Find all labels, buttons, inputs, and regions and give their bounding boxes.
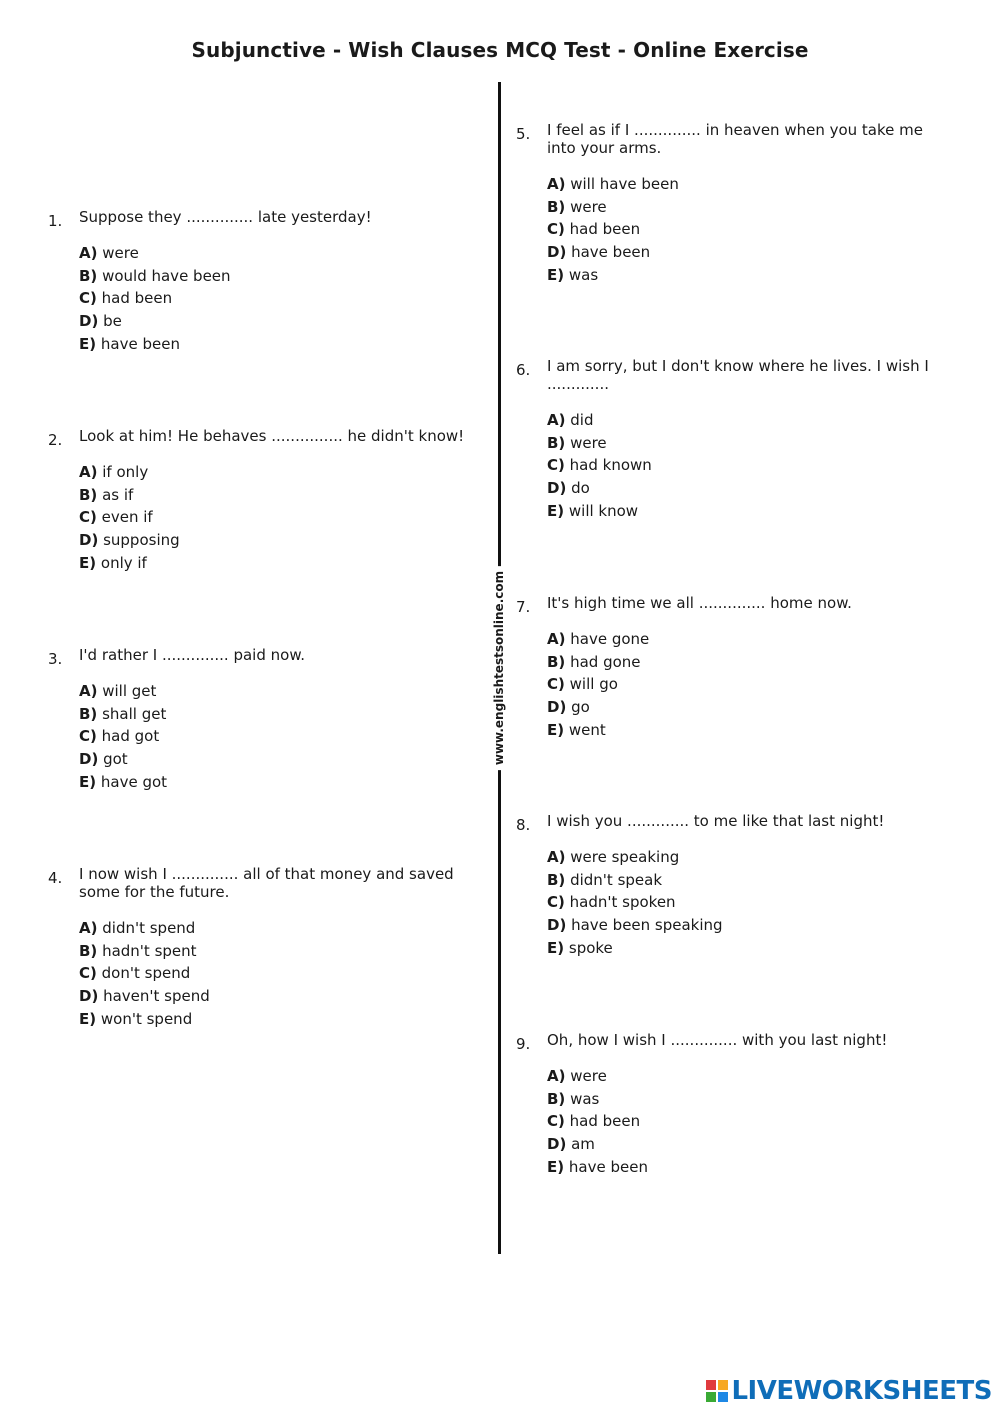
option-text: only if — [100, 553, 147, 572]
answer-options — [547, 409, 942, 523]
answer-option[interactable] — [547, 409, 942, 432]
option-text: will know — [568, 501, 639, 520]
option-letter: C) — [547, 1112, 565, 1131]
option-text: were — [570, 433, 607, 452]
option-text: will have been — [570, 175, 679, 193]
option-letter: C) — [79, 289, 97, 308]
page-title: Subjunctive - Wish Clauses MCQ Test - Online Exercise — [191, 38, 809, 62]
question-number: 7. — [516, 598, 531, 616]
answer-option[interactable] — [547, 1110, 942, 1133]
answer-option[interactable] — [79, 725, 479, 748]
option-text: would have been — [102, 266, 231, 285]
option-text: supposing — [103, 531, 180, 550]
option-letter: D) — [547, 916, 567, 935]
option-text: hadn't spoken — [569, 893, 676, 912]
option-text: will go — [569, 675, 618, 694]
option-text: have been — [568, 1157, 648, 1176]
answer-options — [79, 242, 479, 356]
option-letter: E) — [547, 265, 565, 284]
option-text: was — [568, 265, 599, 284]
answer-option[interactable] — [547, 432, 942, 455]
answer-option[interactable] — [79, 265, 479, 288]
option-text: didn't speak — [570, 870, 663, 889]
question-number: 8. — [516, 816, 531, 834]
option-text: had known — [569, 456, 652, 475]
option-text: was — [570, 1089, 600, 1108]
option-text: hadn't spent — [102, 941, 197, 960]
option-text: have been speaking — [571, 916, 723, 935]
option-letter: E) — [547, 720, 565, 739]
answer-option[interactable] — [79, 748, 479, 771]
answer-option[interactable] — [79, 917, 479, 940]
answer-option[interactable] — [79, 333, 479, 356]
option-letter: D) — [547, 698, 567, 717]
answer-option[interactable] — [547, 628, 942, 651]
option-letter: A) — [79, 463, 98, 481]
answer-option[interactable] — [79, 310, 479, 333]
answer-option[interactable] — [547, 696, 942, 719]
option-letter: A) — [547, 175, 566, 193]
option-letter: E) — [79, 334, 97, 353]
answer-option[interactable] — [547, 454, 942, 477]
liveworksheets-logo — [706, 1376, 992, 1406]
option-text: went — [568, 720, 606, 739]
answer-option[interactable] — [547, 173, 942, 196]
option-letter: D) — [79, 987, 99, 1006]
answer-option[interactable] — [547, 241, 942, 264]
answer-option[interactable] — [79, 1008, 479, 1031]
question-2 — [48, 427, 479, 575]
option-text: had been — [569, 220, 641, 239]
answer-option[interactable] — [79, 461, 479, 484]
option-letter: A) — [547, 848, 566, 866]
option-text: were — [570, 197, 607, 216]
option-text: have gone — [570, 630, 650, 648]
option-letter: C) — [79, 727, 97, 746]
option-letter: E) — [79, 772, 97, 791]
answer-option[interactable] — [79, 529, 479, 552]
option-letter: B) — [547, 197, 566, 216]
option-letter: C) — [547, 675, 565, 694]
question-number: 9. — [516, 1035, 531, 1053]
option-letter: E) — [547, 501, 565, 520]
option-text: am — [571, 1135, 595, 1154]
option-text: had got — [101, 727, 160, 746]
option-text: were — [102, 244, 139, 262]
question-text: It's high time we all .............. home now. — [547, 594, 852, 612]
site-watermark: www.englishtestsonline.com — [490, 566, 508, 770]
option-text: even if — [101, 508, 153, 527]
option-letter: B) — [547, 1089, 566, 1108]
question-9 — [516, 1031, 942, 1179]
answer-option[interactable] — [547, 673, 942, 696]
liveworksheets-logo-icon — [706, 1380, 728, 1402]
answer-option[interactable] — [79, 506, 479, 529]
option-letter: B) — [79, 941, 98, 960]
option-letter: B) — [547, 433, 566, 452]
answer-options — [79, 917, 479, 1031]
answer-option[interactable] — [547, 1133, 942, 1156]
question-7 — [516, 594, 942, 742]
liveworksheets-logo-text: LIVEWORKSHEETS — [731, 1376, 992, 1406]
answer-option[interactable] — [547, 1156, 942, 1179]
option-letter: E) — [79, 1009, 97, 1028]
option-letter: A) — [547, 411, 566, 429]
option-text: got — [103, 750, 128, 769]
answer-option[interactable] — [79, 484, 479, 507]
option-letter: E) — [547, 1157, 565, 1176]
option-letter: D) — [547, 243, 567, 262]
answer-option[interactable] — [547, 196, 942, 219]
option-letter: D) — [547, 1135, 567, 1154]
answer-option[interactable] — [79, 962, 479, 985]
answer-option[interactable] — [547, 477, 942, 500]
answer-option[interactable] — [79, 242, 479, 265]
question-number: 4. — [48, 869, 63, 887]
option-letter: D) — [547, 479, 567, 498]
option-text: don't spend — [101, 964, 191, 983]
option-text: had gone — [570, 652, 641, 671]
answer-options — [547, 173, 942, 287]
question-6 — [516, 357, 942, 523]
option-text: will get — [102, 682, 157, 700]
option-letter: D) — [79, 531, 99, 550]
answer-option[interactable] — [547, 1088, 942, 1111]
question-text: Suppose they .............. late yesterday! — [79, 208, 372, 226]
option-letter: E) — [547, 938, 565, 957]
answer-option[interactable] — [79, 940, 479, 963]
answer-options — [79, 680, 479, 794]
question-3 — [48, 646, 479, 794]
question-number: 2. — [48, 431, 63, 449]
answer-options — [79, 461, 479, 575]
option-letter: B) — [547, 870, 566, 889]
option-text: be — [103, 312, 122, 331]
option-letter: A) — [547, 630, 566, 648]
option-text: have got — [100, 772, 168, 791]
option-letter: E) — [79, 553, 97, 572]
option-letter: C) — [547, 893, 565, 912]
question-text: I'd rather I .............. paid now. — [79, 646, 305, 664]
option-text: have been — [100, 334, 180, 353]
option-letter: A) — [79, 682, 98, 700]
option-letter: B) — [547, 652, 566, 671]
option-text: had been — [569, 1112, 641, 1131]
answer-option[interactable] — [79, 771, 479, 794]
question-number: 1. — [48, 212, 63, 230]
option-letter: B) — [79, 266, 98, 285]
option-text: if only — [102, 463, 149, 481]
option-letter: A) — [79, 244, 98, 262]
question-text: I feel as if I .............. in heaven when you take me into your arms. — [547, 121, 923, 157]
question-number: 5. — [516, 125, 531, 143]
option-letter: A) — [79, 919, 98, 937]
answer-option[interactable] — [547, 1065, 942, 1088]
option-text: have been — [571, 243, 651, 262]
option-text: didn't spend — [102, 919, 196, 937]
answer-option[interactable] — [547, 651, 942, 674]
question-5 — [516, 121, 942, 287]
question-text: Look at him! He behaves ............... he didn't know! — [79, 427, 465, 445]
option-text: as if — [102, 485, 134, 504]
question-number: 3. — [48, 650, 63, 668]
option-text: won't spend — [100, 1009, 193, 1028]
answer-option[interactable] — [547, 218, 942, 241]
answer-option[interactable] — [79, 680, 479, 703]
option-text: shall get — [102, 704, 167, 723]
option-letter: C) — [547, 220, 565, 239]
option-text: do — [571, 479, 590, 498]
option-text: were speaking — [570, 848, 680, 866]
answer-option[interactable] — [79, 287, 479, 310]
answer-option[interactable] — [547, 719, 942, 742]
answer-option[interactable] — [547, 937, 942, 960]
option-text: did — [570, 411, 594, 429]
option-text: were — [570, 1067, 607, 1085]
option-letter: B) — [79, 704, 98, 723]
option-letter: D) — [79, 312, 99, 331]
option-text: had been — [101, 289, 173, 308]
option-letter: C) — [547, 456, 565, 475]
answer-option[interactable] — [547, 500, 942, 523]
option-text: spoke — [568, 938, 613, 957]
option-text: go — [571, 698, 590, 717]
question-text: Oh, how I wish I .............. with you last night! — [547, 1031, 888, 1049]
question-text: I wish you ............. to me like that last night! — [547, 812, 885, 830]
question-number: 6. — [516, 361, 531, 379]
answer-option[interactable] — [547, 891, 942, 914]
answer-option[interactable] — [79, 703, 479, 726]
answer-options — [547, 846, 942, 960]
answer-option[interactable] — [547, 846, 942, 869]
question-text: I now wish I .............. all of that money and saved some for the future. — [79, 865, 454, 901]
answer-options — [547, 1065, 942, 1179]
question-4 — [48, 865, 479, 1031]
option-text: haven't spend — [103, 987, 210, 1006]
answer-options — [547, 628, 942, 742]
option-letter: D) — [79, 750, 99, 769]
option-letter: C) — [79, 508, 97, 527]
answer-option[interactable] — [547, 869, 942, 892]
question-8 — [516, 812, 942, 960]
option-letter: B) — [79, 485, 98, 504]
option-letter: A) — [547, 1067, 566, 1085]
answer-option[interactable] — [547, 914, 942, 937]
answer-option[interactable] — [79, 985, 479, 1008]
question-text: I am sorry, but I don't know where he lives. I wish I ............. — [547, 357, 929, 393]
question-1 — [48, 208, 479, 356]
answer-option[interactable] — [79, 552, 479, 575]
answer-option[interactable] — [547, 264, 942, 287]
option-letter: C) — [79, 964, 97, 983]
